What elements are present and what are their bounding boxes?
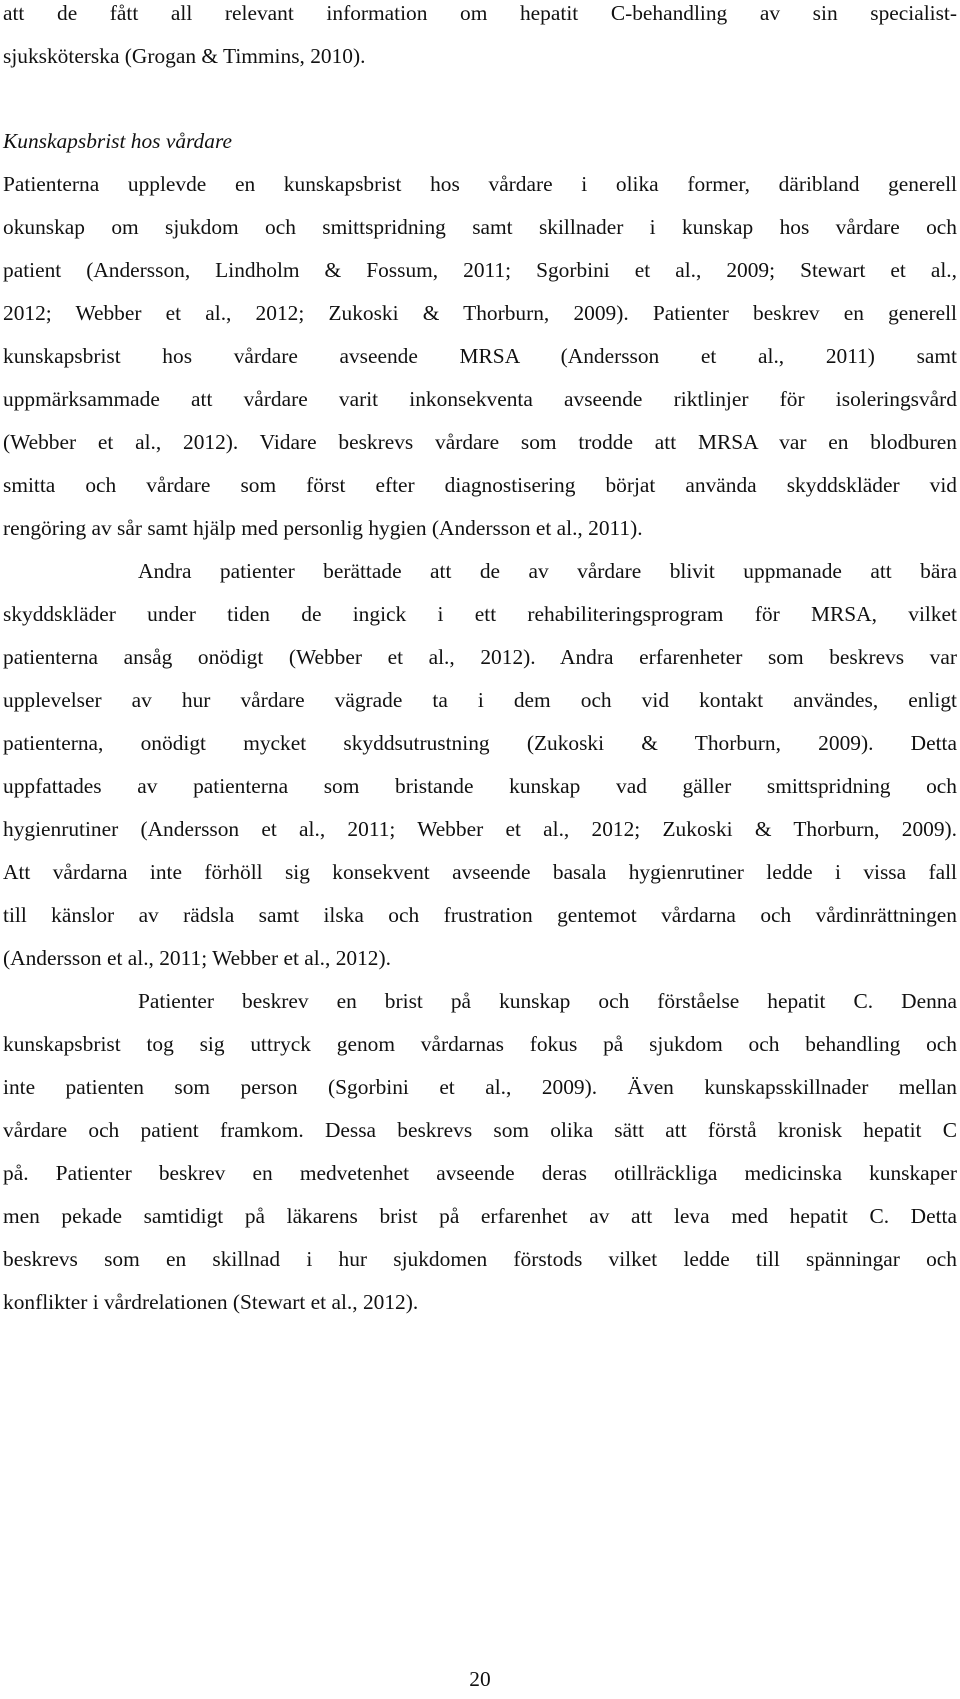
- section-heading: Kunskapsbrist hos vårdare: [3, 129, 232, 153]
- text-line: på. Patienter beskrev en medvetenhet avseende deras otillräckliga medicinska kunskaper: [3, 1161, 957, 1185]
- text-line: smitta och vårdare som först efter diagnostisering börjat använda skyddskläder vid: [3, 473, 957, 497]
- text-line: uppmärksammade att vårdare varit inkonsekventa avseende riktlinjer för isoleringsvård: [3, 387, 957, 411]
- text-line: uppfattades av patienterna som bristande kunskap vad gäller smittspridning och: [3, 774, 957, 798]
- text-line: patient (Andersson, Lindholm & Fossum, 2011; Sgorbini et al., 2009; Stewart et al.,: [3, 258, 957, 282]
- text-line: sjuksköterska (Grogan & Timmins, 2010).: [3, 44, 366, 68]
- text-line: inte patienten som person (Sgorbini et al., 2009). Även kunskapsskillnader mellan: [3, 1075, 957, 1099]
- text-line: Patienter beskrev en brist på kunskap och förståelse hepatit C. Denna: [138, 989, 957, 1013]
- page-number: 20: [469, 1667, 491, 1691]
- text-line: skyddskläder under tiden de ingick i ett rehabiliteringsprogram för MRSA, vilket: [3, 602, 957, 626]
- text-line: vårdare och patient framkom. Dessa beskrevs som olika sätt att förstå kronisk hepatit C: [3, 1118, 957, 1142]
- text-line: patienterna ansåg onödigt (Webber et al., 2012). Andra erfarenheter som beskrevs var: [3, 645, 957, 669]
- text-line: rengöring av sår samt hjälp med personlig hygien (Andersson et al., 2011).: [3, 516, 643, 540]
- text-line: Andra patienter berättade att de av vårdare blivit uppmanade att bära: [138, 559, 957, 583]
- text-line: kunskapsbrist tog sig uttryck genom vårdarnas fokus på sjukdom och behandling och: [3, 1032, 957, 1056]
- text-line: (Andersson et al., 2011; Webber et al., 2012).: [3, 946, 391, 970]
- text-line: hygienrutiner (Andersson et al., 2011; Webber et al., 2012; Zukoski & Thorburn, 2009).: [3, 817, 957, 841]
- text-line: kunskapsbrist hos vårdare avseende MRSA (Andersson et al., 2011) samt: [3, 344, 957, 368]
- text-line: Patienterna upplevde en kunskapsbrist hos vårdare i olika former, däribland generell: [3, 172, 957, 196]
- text-line: till känslor av rädsla samt ilska och frustration gentemot vårdarna och vårdinrättningen: [3, 903, 957, 927]
- text-line: Att vårdarna inte förhöll sig konsekvent avseende basala hygienrutiner ledde i vissa fall: [3, 860, 957, 884]
- text-line: patienterna, onödigt mycket skyddsutrustning (Zukoski & Thorburn, 2009). Detta: [3, 731, 957, 755]
- text-line: att de fått all relevant information om hepatit C-behandling av sin specialist-: [3, 1, 957, 25]
- text-line: men pekade samtidigt på läkarens brist på erfarenhet av att leva med hepatit C. Detta: [3, 1204, 957, 1228]
- text-line: 2012; Webber et al., 2012; Zukoski & Thorburn, 2009). Patienter beskrev en generell: [3, 301, 957, 325]
- text-line: (Webber et al., 2012). Vidare beskrevs vårdare som trodde att MRSA var en blodburen: [3, 430, 957, 454]
- text-line: upplevelser av hur vårdare vägrade ta i dem och vid kontakt användes, enligt: [3, 688, 957, 712]
- text-line: beskrevs som en skillnad i hur sjukdomen förstods vilket ledde till spänningar och: [3, 1247, 957, 1271]
- text-line: konflikter i vårdrelationen (Stewart et al., 2012).: [3, 1290, 419, 1314]
- text-line: okunskap om sjukdom och smittspridning samt skillnader i kunskap hos vårdare och: [3, 215, 957, 239]
